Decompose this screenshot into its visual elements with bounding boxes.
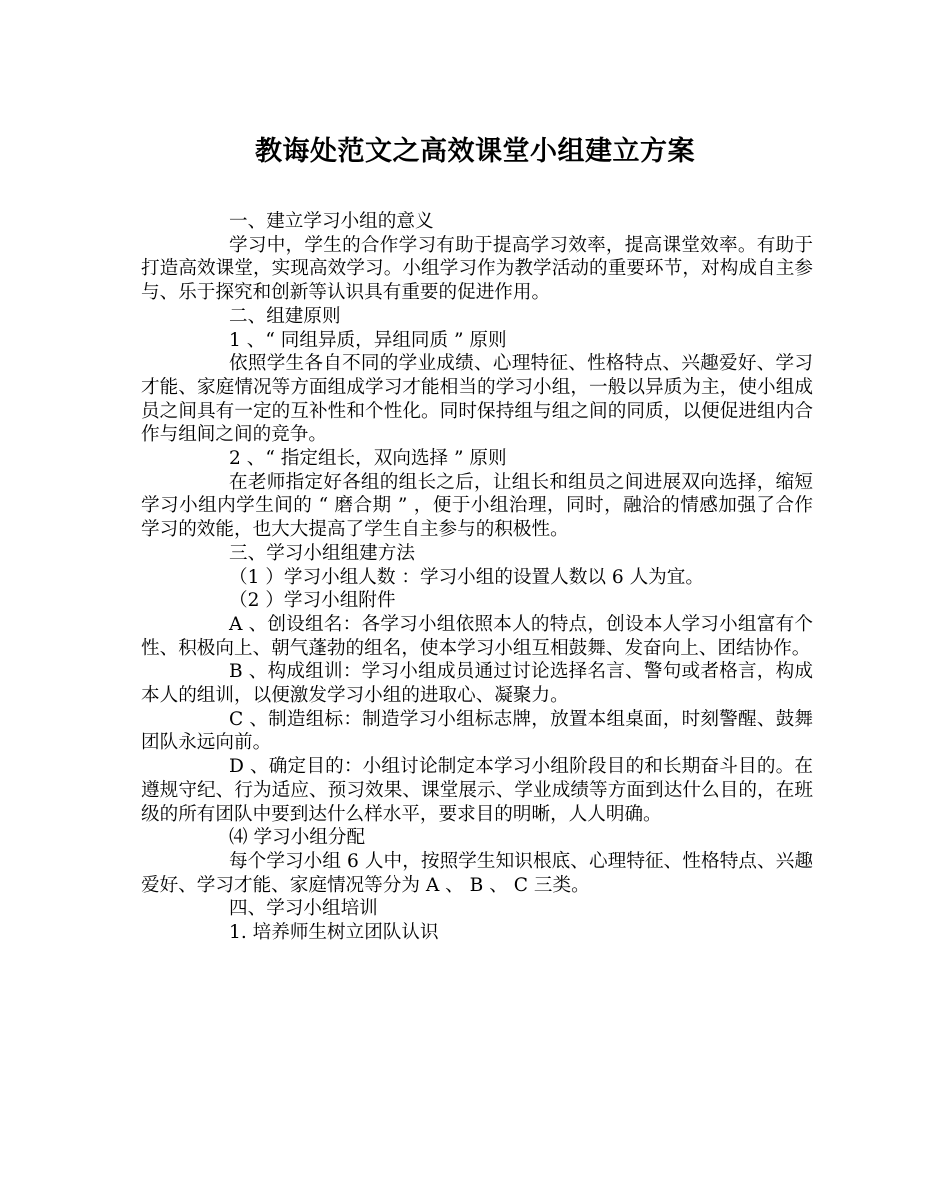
body-paragraph: 依照学生各自不同的学业成绩、心理特征、性格特点、兴趣爱好、学习才能、家庭情况等方面组成学习才能相当的学习小组，一般以异质为主，使小组成员之间具有一定的互补性和个性化。同时保持组与组之间的同质，以便促进组内合作与组间之间的竞争。 xyxy=(141,353,813,446)
body-paragraph: 在老师指定好各组的组长之后，让组长和组员之间进展双向选择，缩短学习小组内学生间的 “ 磨合期 ” ，便于小组治理，同时，融洽的情感加强了合作学习的效能，也大大提高了学生自主参与的积极性。 xyxy=(141,471,813,541)
section-heading: 四、学习小组培训 xyxy=(229,898,378,920)
subheading: 1. 培养师生树立团队认识 xyxy=(229,922,439,944)
body-paragraph: D 、确定目的：小组讨论制定本学习小组阶段目的和长期奋斗目的。在遵规守纪、行为适应、预习效果、课堂展示、学业成绩等方面到达什么目的，在班级的所有团队中要到达什么样水平，要求目的明晰，人人明确。 xyxy=(141,756,813,825)
body-paragraph: A 、创设组名：各学习小组依照本人的特点，创设本人学习小组富有个性、积极向上、朝气蓬勃的组名，使本学习小组互相鼓舞、发奋向上、团结协作。 xyxy=(141,613,813,659)
section-heading: 一、建立学习小组的意义 xyxy=(229,211,434,232)
list-item: ⑷ 学习小组分配 xyxy=(229,827,366,849)
body-paragraph: 学习中，学生的合作学习有助于提高学习效率，提高课堂效率。有助于打造高效课堂，实现高效学习。小组学习作为教学活动的重要环节，对构成自主参与、乐于探究和创新等认识具有重要的促进作用。 xyxy=(141,234,813,304)
section-heading: 三、学习小组组建方法 xyxy=(229,542,415,564)
subheading: 1 、“ 同组异质，异组同质 ” 原则 xyxy=(229,329,507,351)
subheading: 2 、“ 指定组长，双向选择 ” 原则 xyxy=(229,448,507,470)
body-paragraph: B 、构成组训：学习小组成员通过讨论选择名言、警句或者格言，构成本人的组训，以便激发学习小组的进取心、凝聚力。 xyxy=(141,661,813,707)
document-title: 教诲处范文之高效课堂小组建立方案 xyxy=(255,136,695,167)
body-paragraph: 每个学习小组 6 人中，按照学生知识根底、心理特征、性格特点、兴趣爱好、学习才能、家庭情况等分为 A 、 B 、 C 三类。 xyxy=(141,850,813,896)
section-heading: 二、组建原则 xyxy=(229,305,341,327)
document-body xyxy=(141,210,813,945)
list-item: （2 ）学习小组附件 xyxy=(229,590,396,612)
list-item: （1 ）学习小组人数 ：学习小组的设置人数以 6 人为宜。 xyxy=(229,566,704,588)
body-paragraph: C 、制造组标：制造学习小组标志牌，放置本组桌面，时刻警醒、鼓舞团队永远向前。 xyxy=(141,708,813,754)
